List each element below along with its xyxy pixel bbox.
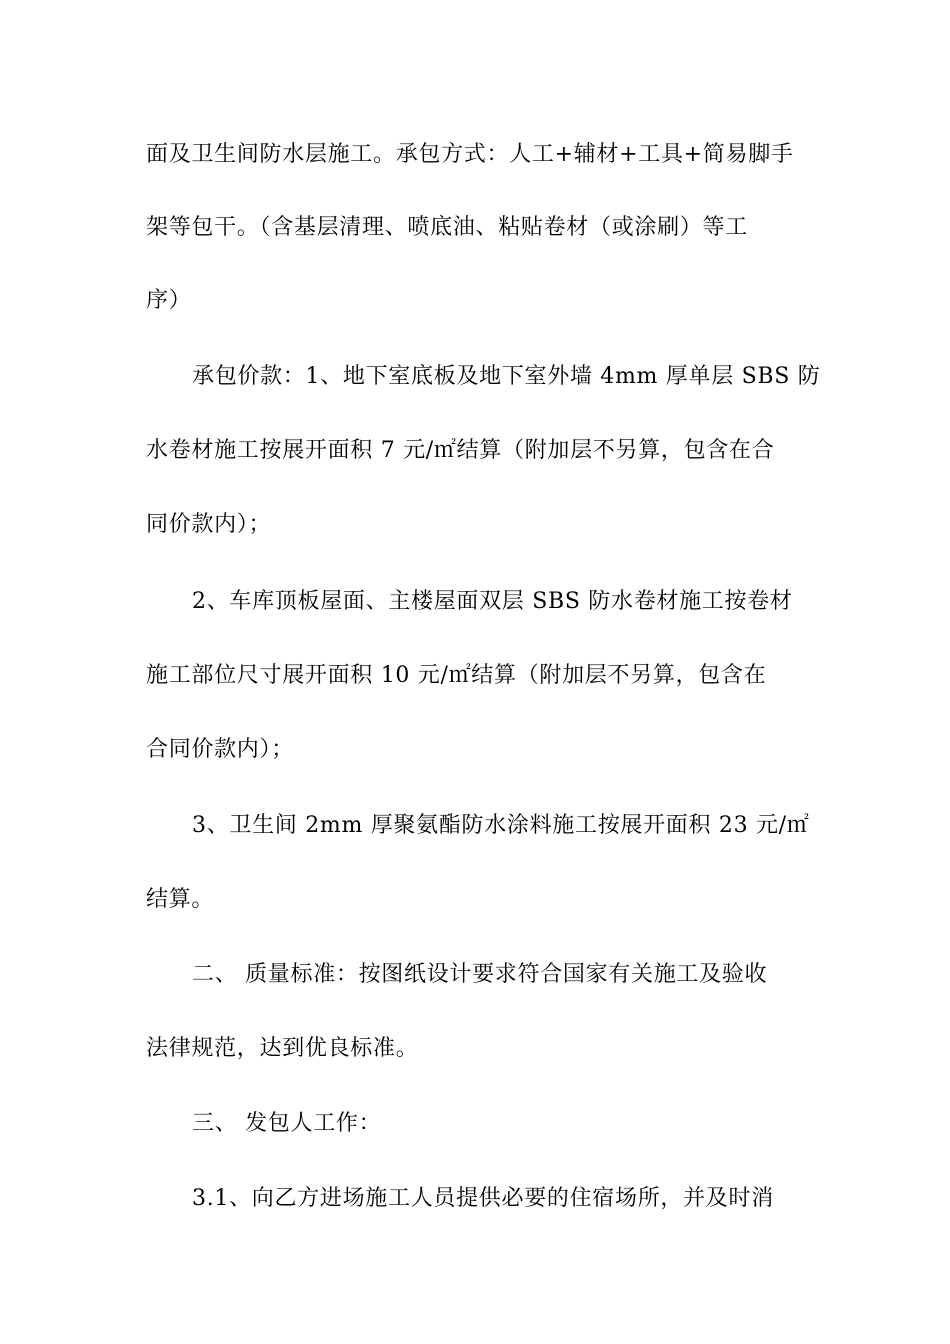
text-line: 同价款内）； (146, 512, 272, 537)
text-line: 法律规范，达到优良标准。 (146, 1036, 419, 1061)
text-line: 2、车库顶板屋面、主楼屋面双层 SBS 防水卷材施工按卷材 (192, 589, 793, 614)
text-line: 施工部位尺寸展开面积 10 元/㎡结算（附加层不另算，包含在 (146, 663, 767, 688)
text-line: 合同价款内）； (146, 737, 294, 762)
text-line: 二、 质量标准：按图纸设计要求符合国家有关施工及验收 (192, 962, 768, 987)
text-line: 三、 发包人工作： (192, 1111, 382, 1136)
text-line: 承包价款：1、地下室底板及地下室外墙 4mm 厚单层 SBS 防 (192, 364, 821, 389)
text-line: 结算。 (146, 887, 215, 912)
text-line: 架等包干。（含基层清理、喷底油、粘贴卷材（或涂刷）等工 (146, 215, 748, 240)
text-line: 序） (146, 288, 192, 313)
text-line: 面及卫生间防水层施工。承包方式：人工+辅材+工具+简易脚手 (146, 142, 794, 167)
text-line: 3、卫生间 2mm 厚聚氨酯防水涂料施工按展开面积 23 元/㎡ (192, 813, 810, 838)
text-line: 3.1、向乙方进场施工人员提供必要的住宿场所，并及时消 (192, 1186, 774, 1211)
text-line: 水卷材施工按展开面积 7 元/㎡结算（附加层不另算，包含在合 (146, 438, 775, 463)
